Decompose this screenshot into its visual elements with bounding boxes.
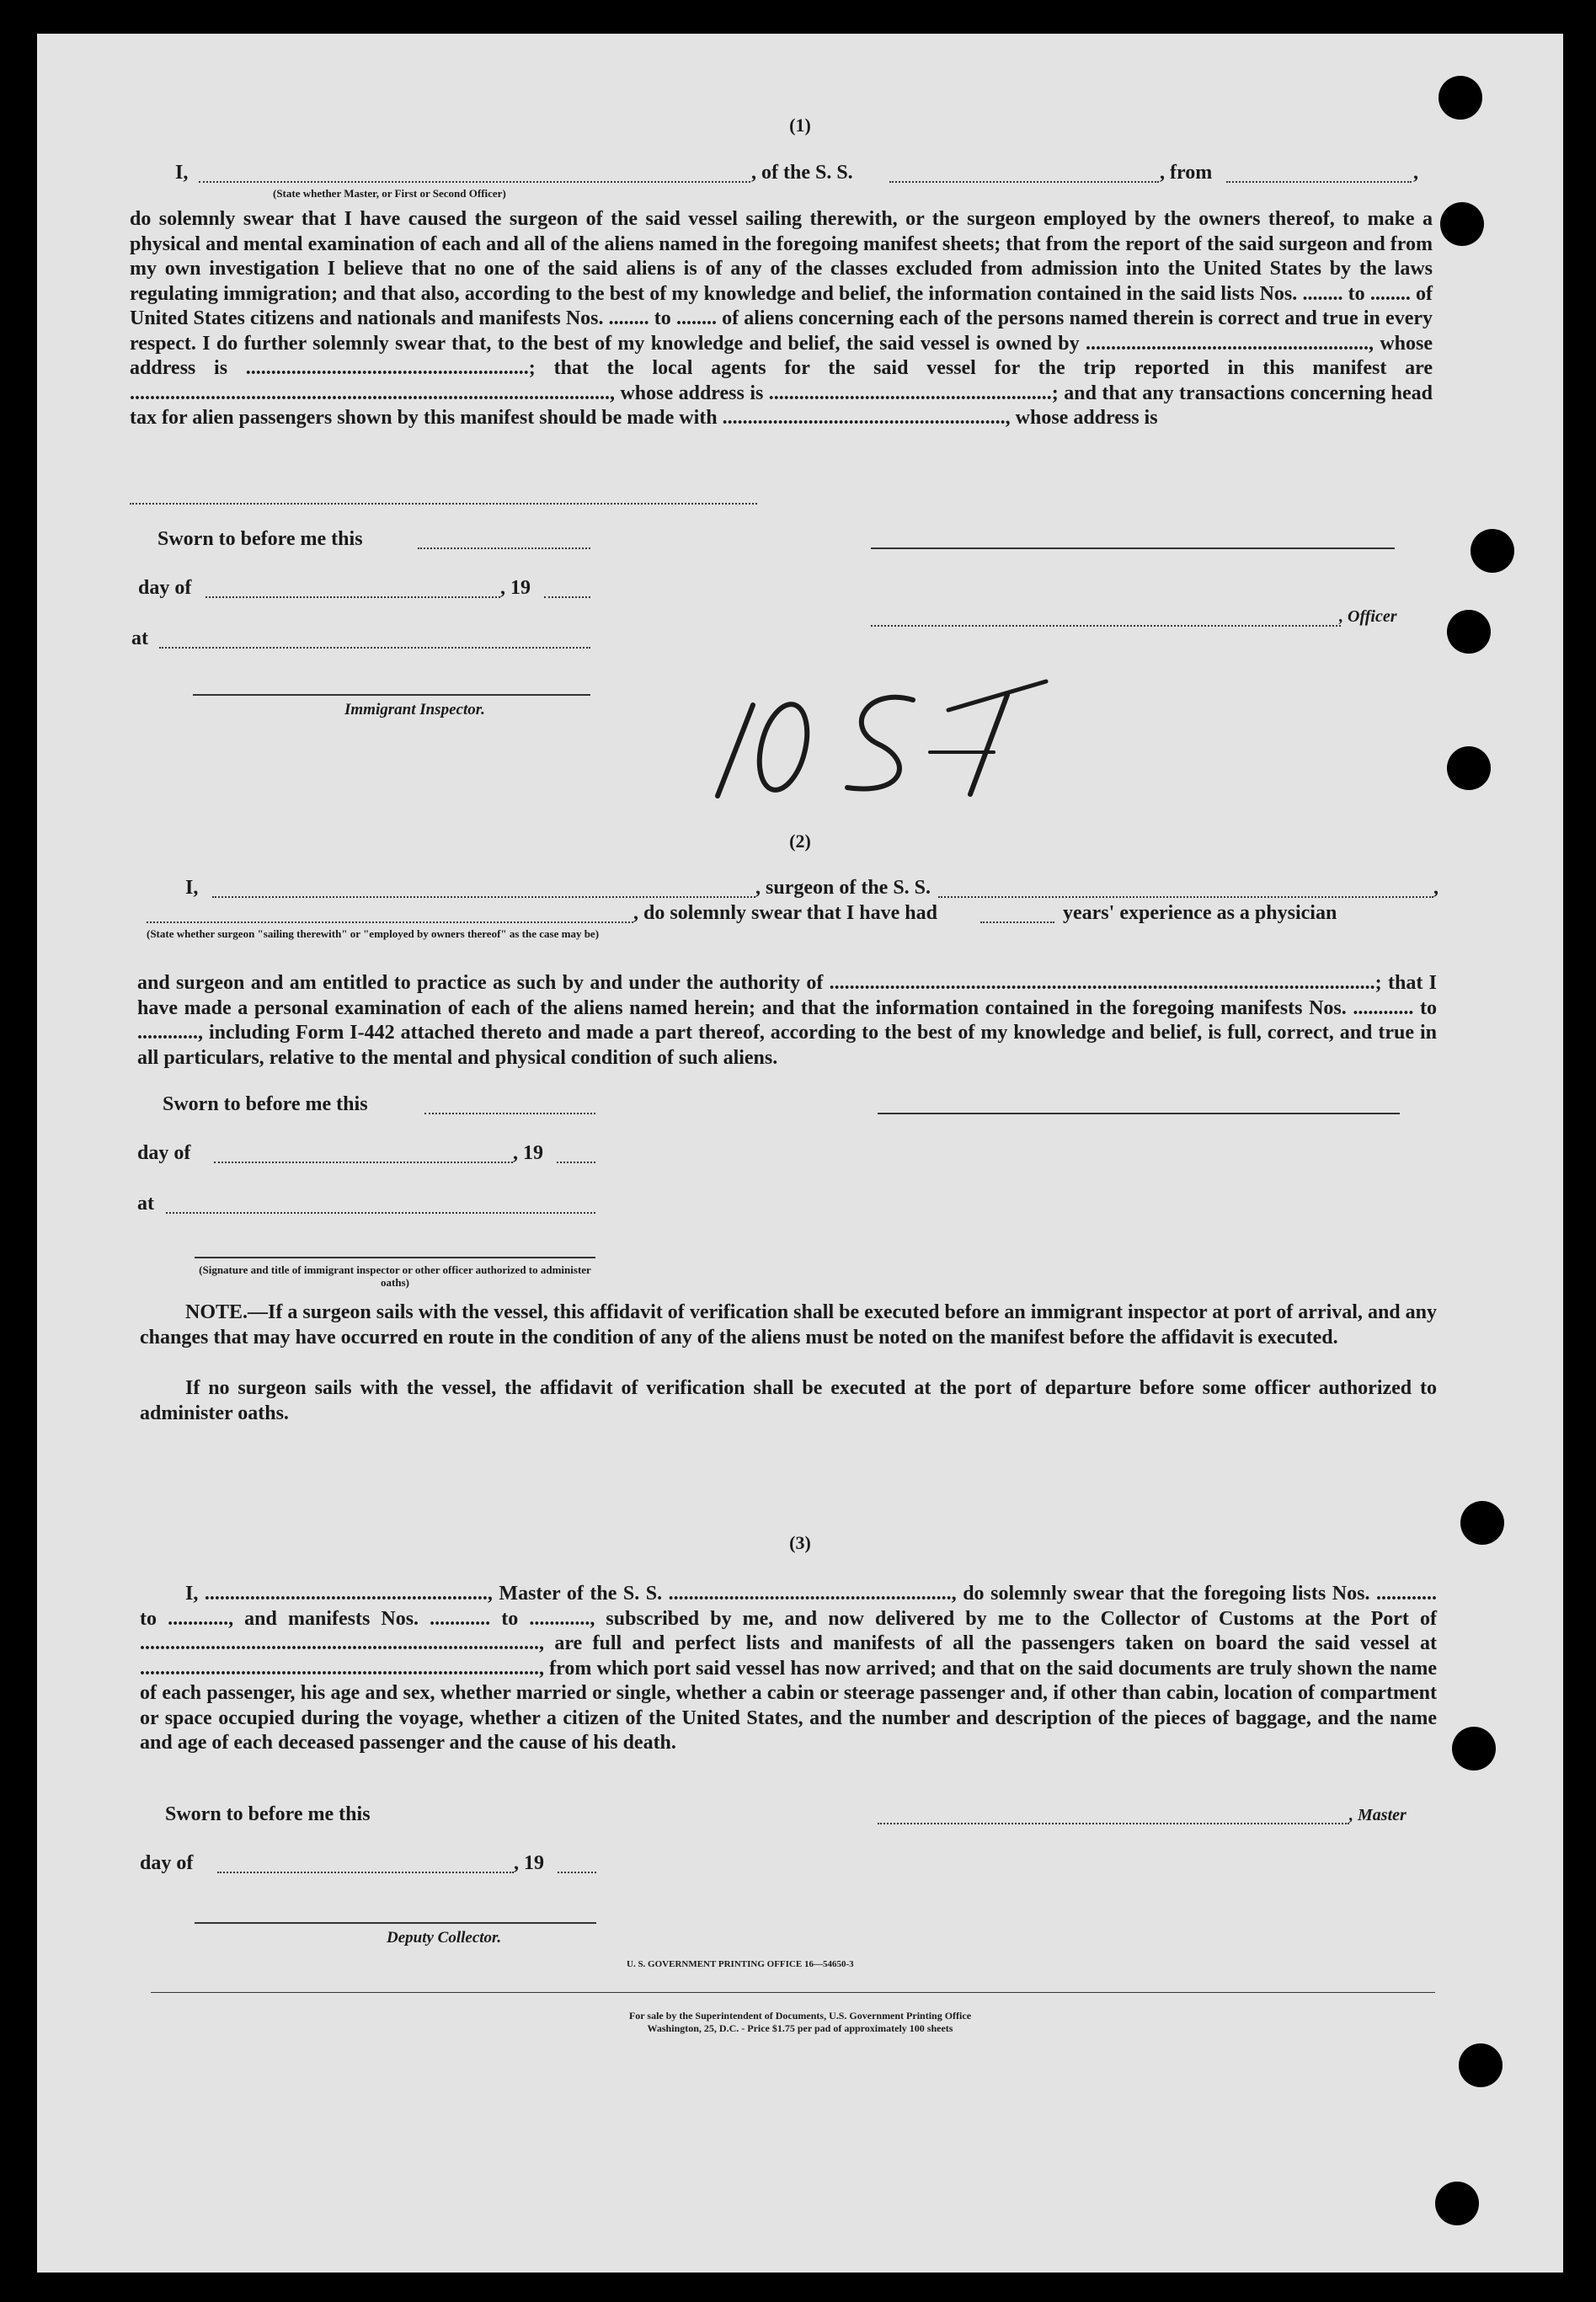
sworn-label-2: Sworn to before me this [163, 1093, 368, 1115]
section-1-number: (1) [789, 115, 811, 136]
section-2-oath-text [137, 971, 1437, 1071]
at-label-1: at [131, 628, 148, 649]
punch-hole [1447, 746, 1491, 790]
officer-label: , Officer [1339, 607, 1397, 626]
officer-name-field[interactable] [199, 181, 750, 183]
surgeon-note-2: If no surgeon sails with the vessel, the affidavit of verification shall be executed at the port of departure before some officer authorized to administer oaths. [140, 1377, 1437, 1424]
year-label-3: , 19 [514, 1852, 544, 1874]
surgeon-note-1: NOTE.—If a surgeon sails with the vessel, this affidavit of verification shall be executed before an immigrant inspector at port of arrival, and any changes that may have occurred en route in the condition of any of the aliens must be noted on the manifest before the affidavit is executed. [140, 1301, 1437, 1349]
administering-officer-signature-line[interactable] [195, 1257, 595, 1258]
punch-hole [1440, 202, 1484, 246]
footer-rule [151, 1992, 1435, 1993]
surgeon-status-note: (State whether surgeon "sailing therewith" or "employed by owners thereof" as the case may be) [147, 927, 600, 940]
section-2-number: (2) [789, 831, 811, 852]
punch-hole [1460, 1501, 1504, 1545]
line-end-comma: , [1413, 162, 1418, 184]
inspector-signature-line[interactable] [193, 694, 590, 696]
day-of-label-1: day of [138, 577, 192, 599]
surgeon-i-label: I, [185, 877, 199, 899]
punch-hole [1452, 1727, 1496, 1771]
officer-rank-note: (State whether Master, or First or Second Officer) [273, 187, 506, 200]
year-field-3[interactable] [558, 1872, 596, 1873]
vessel-name-field[interactable] [889, 181, 1159, 183]
head-tax-address-field[interactable] [130, 503, 757, 505]
day-of-month-field-1[interactable] [206, 596, 500, 598]
sworn-label-3: Sworn to before me this [165, 1803, 371, 1825]
collector-signature-line[interactable] [195, 1922, 596, 1924]
punch-hole [1447, 610, 1491, 654]
master-label: , Master [1349, 1806, 1407, 1824]
from-port-field[interactable] [1226, 181, 1412, 183]
surgeon-line-comma: , [1433, 877, 1439, 899]
section-2-oath-paragraph: and surgeon and am entitled to practice as such by and under the authority of ............................................................................................................; that I have made a personal examination of each of the aliens named herein; and that the information contained in the foregoing manifests Nos. ............ to ............, including Form I-442 attached thereto and made a part thereof, according to the best of my knowledge and belief, is full, correct, and true in all particulars, relative to the mental and physical condition of such aliens. [137, 972, 1437, 1069]
of-ss-label: , of the S. S. [751, 162, 853, 184]
handwritten-number-mark [702, 661, 1065, 804]
officer-title-field[interactable] [871, 625, 1341, 627]
year-field-2[interactable] [557, 1162, 595, 1163]
handwritten-annotation [702, 661, 1065, 804]
section-3-oath-paragraph: I, ........................................................, Master of the S. S. ........................................................, do solemnly swear that the foregoing lists Nos. ............ to ............, and manifests Nos. ............ to ............, subscribed by me, and now delivered by me to the Collector of Customs at the Port of ..............................................................................., are full and perfect lists and manifests of all the passengers taken on board the said vessel at ..............................................................................., from which port said vessel has now arrived; and that on the said documents are truly shown the name of each passenger, his age and sex, whether married or single, whether a cabin or steerage passenger and, if other than cabin, location of compartment or space occupied during the voyage, whether a citizen of the United States, and the number and description of the pieces of baggage, and the name and age of each deceased passenger and the cause of his death. [140, 1583, 1437, 1754]
section-1-oath-text [130, 207, 1433, 431]
surgeon-of-ss-label: , surgeon of the S. S. [755, 877, 931, 899]
surgeon-status-field[interactable] [147, 921, 633, 923]
footer-sale-line-2: Washington, 25, D.C. - Price $1.75 per pad of approximately 100 sheets [647, 2022, 953, 2034]
surgeon-signature-line[interactable] [878, 1113, 1400, 1114]
day-of-month-field-3[interactable] [217, 1872, 514, 1873]
punch-hole [1435, 2182, 1479, 2225]
section-1-oath-paragraph: do solemnly swear that I have caused the surgeon of the said vessel sailing therewith, or the surgeon employed by the owners thereof, to make a physical and mental examination of each and all of the aliens named in the foregoing manifest sheets; that from the report of the said surgeon and from my own investigation I believe that no one of the said aliens is of any of the classes excluded from admission into the United States by the laws regulating immigration; and that also, according to the best of my knowledge and belief, the information contained in the said lists Nos. ........ to ........ of United States citizens and nationals and manifests Nos. ........ to ........ of aliens concerning each of the persons named therein is correct and true in every respect. I do further solemnly swear that, to the best of my knowledge and belief, the said vessel is owned by ........................................................, whose address is ........................................................; that the local agents for the said vessel for the trip reported in this manifest are ..............................................................................................., whose address is ........................................................; and that any transactions concerning head tax for alien passengers shown by this manifest should be made with ........................................................, whose address is [130, 208, 1433, 429]
year-field-1[interactable] [544, 596, 590, 598]
years-experience-label: years' experience as a physician [1063, 902, 1337, 924]
years-experience-field[interactable] [980, 921, 1054, 923]
section-3-oath-text [140, 1582, 1437, 1756]
footer-sale-line-1: For sale by the Superintendent of Documents, U.S. Government Printing Office [628, 2010, 972, 2022]
collector-label: Deputy Collector. [387, 1929, 502, 1947]
day-of-label-3: day of [140, 1852, 194, 1874]
surgeon-swear-text: , do solemnly swear that I have had [633, 902, 937, 924]
officer-signature-line[interactable] [871, 547, 1395, 549]
punch-hole [1471, 529, 1514, 573]
day-of-month-field-2[interactable] [214, 1162, 513, 1163]
from-label: , from [1160, 162, 1213, 184]
at-label-2: at [137, 1193, 154, 1215]
sworn-day-field-1[interactable] [418, 547, 590, 549]
year-label-2: , 19 [513, 1142, 543, 1164]
surgeon-note-paragraph-2 [140, 1375, 1437, 1426]
day-of-label-2: day of [137, 1142, 191, 1164]
year-label-1: , 19 [500, 577, 531, 599]
surgeon-name-field[interactable] [212, 896, 755, 898]
surgeon-vessel-field[interactable] [938, 896, 1433, 898]
punch-hole [1439, 76, 1482, 120]
punch-hole [1459, 2043, 1503, 2087]
surgeon-note-paragraph-1 [140, 1300, 1437, 1350]
administering-officer-note: (Signature and title of immigrant inspector or other officer authorized to administer oaths) [199, 1263, 591, 1289]
sworn-label-1: Sworn to before me this [157, 528, 363, 550]
master-signature-field[interactable] [878, 1823, 1349, 1824]
printing-office-code: U. S. GOVERNMENT PRINTING OFFICE 16—54650-3 [627, 1959, 854, 1969]
sworn-day-field-2[interactable] [424, 1113, 595, 1114]
section-3-number: (3) [789, 1532, 811, 1553]
inspector-label: Immigrant Inspector. [344, 701, 485, 718]
at-place-field-2[interactable] [166, 1212, 595, 1214]
at-place-field-1[interactable] [159, 647, 590, 649]
form-page [37, 34, 1563, 2273]
officer-i-label: I, [175, 162, 189, 184]
